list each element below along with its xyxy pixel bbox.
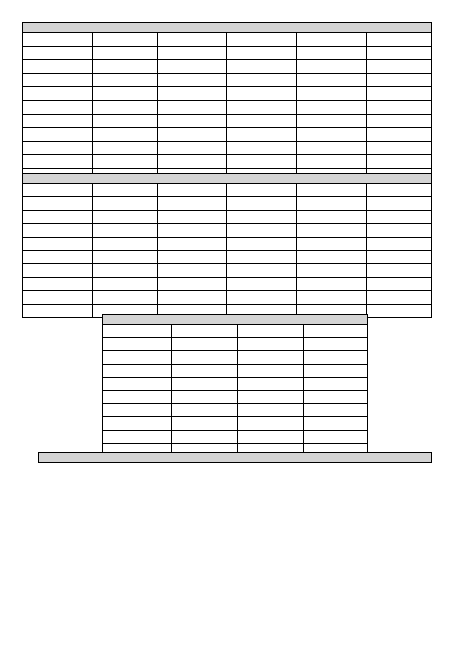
verb-cell	[157, 291, 227, 304]
verb-cell	[23, 128, 93, 142]
verb-cell	[238, 404, 304, 417]
answer-cell[interactable]	[366, 87, 432, 101]
verb-cell	[157, 277, 227, 290]
answer-cell[interactable]	[227, 33, 297, 47]
verb-cell	[23, 73, 93, 87]
table-title	[23, 23, 432, 33]
verb-cell	[296, 184, 366, 197]
table-row	[23, 33, 432, 47]
answer-cell[interactable]	[366, 128, 432, 142]
verb-cell	[103, 390, 172, 403]
verb-cell	[296, 210, 366, 223]
table-row	[103, 364, 368, 377]
table-row	[23, 197, 432, 210]
answer-cell[interactable]	[227, 141, 297, 155]
verb-cell	[157, 128, 227, 142]
verb-cell	[157, 141, 227, 155]
answer-cell[interactable]	[304, 338, 368, 351]
answer-cell[interactable]	[227, 155, 297, 169]
verb-cell	[23, 46, 93, 60]
answer-cell[interactable]	[227, 73, 297, 87]
answer-cell[interactable]	[171, 430, 237, 443]
verb-cell	[296, 224, 366, 237]
answer-cell[interactable]	[366, 277, 432, 290]
table-row	[23, 184, 432, 197]
answer-cell[interactable]	[227, 264, 297, 277]
table-row	[23, 100, 432, 114]
verb-cell	[103, 430, 172, 443]
table-row	[23, 155, 432, 169]
verb-cell	[103, 338, 172, 351]
verb-cell	[23, 87, 93, 101]
table-primera-conjugacion	[22, 22, 432, 183]
answer-cell[interactable]	[366, 73, 432, 87]
verb-cell	[23, 155, 93, 169]
verb-cell	[103, 377, 172, 390]
answer-cell[interactable]	[227, 60, 297, 74]
answer-cell[interactable]	[227, 224, 297, 237]
table-row	[23, 60, 432, 74]
verb-cell	[238, 390, 304, 403]
verb-cell	[23, 250, 93, 263]
verb-cell	[23, 224, 93, 237]
answer-cell[interactable]	[227, 197, 297, 210]
table-cambio-vocal-o-ue	[38, 452, 432, 463]
verb-cell	[103, 351, 172, 364]
answer-cell[interactable]	[366, 197, 432, 210]
answer-cell[interactable]	[366, 264, 432, 277]
table-title	[23, 174, 432, 184]
table-title-row	[39, 453, 432, 463]
table-row	[23, 210, 432, 223]
answer-cell[interactable]	[92, 250, 157, 263]
table-cambio-vocal-e-ie	[102, 314, 368, 457]
answer-cell[interactable]	[366, 304, 432, 317]
verb-cell	[296, 291, 366, 304]
answer-cell[interactable]	[92, 155, 157, 169]
answer-cell[interactable]	[92, 141, 157, 155]
verb-cell	[157, 73, 227, 87]
verb-cell	[103, 364, 172, 377]
verb-cell	[103, 404, 172, 417]
verb-cell	[296, 114, 366, 128]
answer-cell[interactable]	[92, 277, 157, 290]
table-row	[103, 390, 368, 403]
verb-cell	[296, 46, 366, 60]
table-row	[103, 325, 368, 338]
verb-cell	[296, 33, 366, 47]
answer-cell[interactable]	[366, 224, 432, 237]
verb-cell	[157, 237, 227, 250]
answer-cell[interactable]	[92, 210, 157, 223]
answer-cell[interactable]	[92, 224, 157, 237]
table-row	[23, 224, 432, 237]
answer-cell[interactable]	[304, 390, 368, 403]
answer-cell[interactable]	[92, 73, 157, 87]
table-row	[23, 237, 432, 250]
verb-cell	[157, 155, 227, 169]
table-row	[23, 264, 432, 277]
table-row	[103, 351, 368, 364]
verb-cell	[157, 224, 227, 237]
answer-cell[interactable]	[366, 60, 432, 74]
verb-cell	[296, 87, 366, 101]
answer-cell[interactable]	[171, 404, 237, 417]
answer-cell[interactable]	[92, 33, 157, 47]
answer-cell[interactable]	[366, 250, 432, 263]
answer-cell[interactable]	[92, 197, 157, 210]
answer-cell[interactable]	[92, 184, 157, 197]
verb-cell	[296, 155, 366, 169]
answer-cell[interactable]	[304, 364, 368, 377]
answer-cell[interactable]	[227, 100, 297, 114]
verb-cell	[103, 325, 172, 338]
verb-cell	[296, 197, 366, 210]
verb-cell	[23, 210, 93, 223]
answer-cell[interactable]	[227, 250, 297, 263]
answer-cell[interactable]	[304, 351, 368, 364]
verb-cell	[157, 250, 227, 263]
table-row	[103, 404, 368, 417]
verb-cell	[23, 100, 93, 114]
verb-cell	[296, 141, 366, 155]
verb-cell	[103, 417, 172, 430]
table-row	[23, 291, 432, 304]
verb-cell	[296, 277, 366, 290]
answer-cell[interactable]	[227, 291, 297, 304]
table-title	[103, 315, 368, 325]
table-segunda-conjugacion	[22, 173, 432, 318]
verb-cell	[23, 291, 93, 304]
answer-cell[interactable]	[366, 210, 432, 223]
table-row	[23, 87, 432, 101]
answer-cell[interactable]	[227, 210, 297, 223]
answer-cell[interactable]	[171, 377, 237, 390]
verb-cell	[23, 184, 93, 197]
answer-cell[interactable]	[227, 237, 297, 250]
table-row	[103, 377, 368, 390]
answer-cell[interactable]	[227, 114, 297, 128]
verb-cell	[23, 197, 93, 210]
answer-cell[interactable]	[304, 325, 368, 338]
table-row	[23, 73, 432, 87]
answer-cell[interactable]	[304, 404, 368, 417]
verb-cell	[238, 351, 304, 364]
verb-cell	[157, 210, 227, 223]
verb-cell	[238, 377, 304, 390]
verb-cell	[23, 304, 93, 317]
answer-cell[interactable]	[171, 364, 237, 377]
table-row	[23, 46, 432, 60]
answer-cell[interactable]	[366, 291, 432, 304]
answer-cell[interactable]	[227, 46, 297, 60]
table-title	[39, 453, 432, 463]
verb-cell	[23, 60, 93, 74]
answer-cell[interactable]	[92, 237, 157, 250]
verb-cell	[296, 60, 366, 74]
verb-cell	[157, 184, 227, 197]
verb-cell	[238, 364, 304, 377]
table-row	[103, 430, 368, 443]
answer-cell[interactable]	[366, 114, 432, 128]
verb-cell	[238, 338, 304, 351]
answer-cell[interactable]	[366, 100, 432, 114]
answer-cell[interactable]	[304, 377, 368, 390]
table-title-row	[23, 174, 432, 184]
table-title-row	[23, 23, 432, 33]
verb-cell	[157, 264, 227, 277]
answer-cell[interactable]	[171, 417, 237, 430]
verb-cell	[23, 33, 93, 47]
answer-cell[interactable]	[366, 184, 432, 197]
table-row	[23, 277, 432, 290]
verb-cell	[157, 87, 227, 101]
verb-cell	[296, 73, 366, 87]
answer-cell[interactable]	[92, 264, 157, 277]
verb-cell	[157, 60, 227, 74]
verb-cell	[23, 264, 93, 277]
answer-cell[interactable]	[366, 237, 432, 250]
verb-cell	[296, 264, 366, 277]
answer-cell[interactable]	[92, 60, 157, 74]
verb-cell	[23, 141, 93, 155]
answer-cell[interactable]	[171, 338, 237, 351]
verb-cell	[157, 46, 227, 60]
verb-cell	[238, 325, 304, 338]
answer-cell[interactable]	[366, 33, 432, 47]
answer-cell[interactable]	[92, 100, 157, 114]
verb-cell	[157, 114, 227, 128]
verb-cell	[296, 100, 366, 114]
table-row	[23, 114, 432, 128]
verb-cell	[157, 100, 227, 114]
answer-cell[interactable]	[171, 351, 237, 364]
verb-cell	[296, 237, 366, 250]
answer-cell[interactable]	[92, 128, 157, 142]
answer-cell[interactable]	[304, 430, 368, 443]
answer-cell[interactable]	[92, 87, 157, 101]
table-row	[103, 417, 368, 430]
answer-cell[interactable]	[227, 184, 297, 197]
answer-cell[interactable]	[92, 114, 157, 128]
table-row	[103, 338, 368, 351]
answer-cell[interactable]	[304, 417, 368, 430]
verb-cell	[23, 277, 93, 290]
answer-cell[interactable]	[92, 46, 157, 60]
answer-cell[interactable]	[366, 141, 432, 155]
answer-cell[interactable]	[227, 277, 297, 290]
verb-cell	[238, 417, 304, 430]
verb-cell	[157, 33, 227, 47]
verb-cell	[296, 128, 366, 142]
answer-cell[interactable]	[171, 390, 237, 403]
table-row	[23, 128, 432, 142]
answer-cell[interactable]	[227, 87, 297, 101]
verb-cell	[23, 114, 93, 128]
answer-cell[interactable]	[227, 128, 297, 142]
verb-cell	[238, 430, 304, 443]
verb-cell	[296, 250, 366, 263]
answer-cell[interactable]	[366, 46, 432, 60]
table-row	[23, 250, 432, 263]
answer-cell[interactable]	[366, 155, 432, 169]
verb-cell	[157, 197, 227, 210]
answer-cell[interactable]	[171, 325, 237, 338]
table-row	[23, 141, 432, 155]
table-title-row	[103, 315, 368, 325]
answer-cell[interactable]	[92, 291, 157, 304]
verb-cell	[23, 237, 93, 250]
